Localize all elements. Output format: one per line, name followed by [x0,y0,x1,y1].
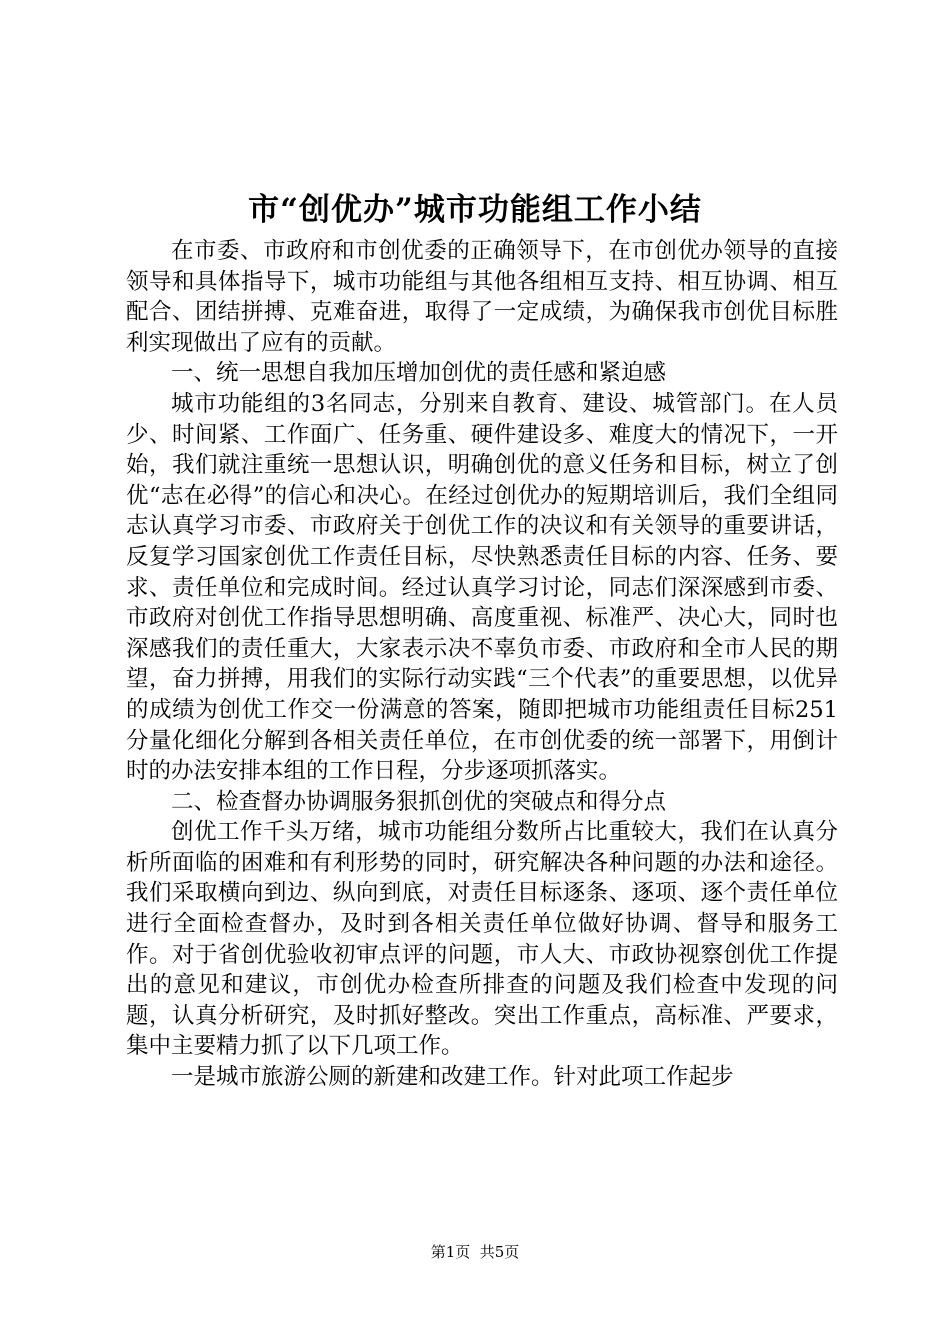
section-heading-1: 一、统一思想自我加压增加创优的责任感和紧迫感 [171,360,667,387]
section-1-paragraph: 城市功能组的3名同志，分别来自教育、建设、城管部门。在人员少、时间紧、工作面广、任务重、硬件建设多、难度大的情况下，一开始，我们就注重统一思想认识，明确创优的意义任务和目标，树立了创优“志在必得”的信心和决心。在经过创优办的短期培训后，我们全组同志认真学习市委、市政府关于创优工作的决议和有关领导的重要讲话，反复学习国家创优工作责任目标，尽快熟悉责任目标的内容、任务、要求、责任单位和完成时间。经过认真学习讨论，同志们深深感到市委、市政府对创优工作指导思想明确、高度重视、标准严、决心大，同时也深感我们的责任重大，大家表示决不辜负市委、市政府和全市人民的期望，奋力拼搏，用我们的实际行动实践“三个代表”的重要思想，以优异的成绩为创优工作交一份满意的答案，随即把城市功能组责任目标251分量化细化分解到各相关责任单位，在市创优委的统一部署下，用倒计时的办法安排本组的工作日程，分步逐项抓落实。 [126,390,838,785]
section-2-paragraph: 创优工作千头万绪，城市功能组分数所占比重较大，我们在认真分析所面临的困难和有利形势的同时，研究解决各种问题的办法和途径。我们采取横向到边、纵向到底，对责任目标逐条、逐项、逐个责任单位进行全面检查督办，及时到各相关责任单位做好协调、督导和服务工作。对于省创优验收初审点评的问题，市人大、市政协视察创优工作提出的意见和建议，市创优办检查所排查的问题及我们检查中发现的问题，认真分析研究，及时抓好整改。突出工作重点，高标准、严要求，集中主要精力抓了以下几项工作。 [126,819,838,1060]
section-heading-2: 二、检查督办协调服务狠抓创优的突破点和得分点 [171,788,667,815]
intro-paragraph: 在市委、市政府和市创优委的正确领导下，在市创优办领导的直接领导和具体指导下，城市功能组与其他各组相互支持、相互协调、相互配合、团结拼搏、克难奋进，取得了一定成绩，为确保我市创优目标胜利实现做出了应有的贡献。 [126,238,838,356]
document-title: 市“创优办”城市功能组工作小结 [248,192,702,228]
document-body [126,236,838,1093]
item-1-paragraph: 一是城市旅游公厕的新建和改建工作。针对此项工作起步 [171,1064,734,1091]
page-number-footer: 第1页 共5页 [430,1243,520,1261]
